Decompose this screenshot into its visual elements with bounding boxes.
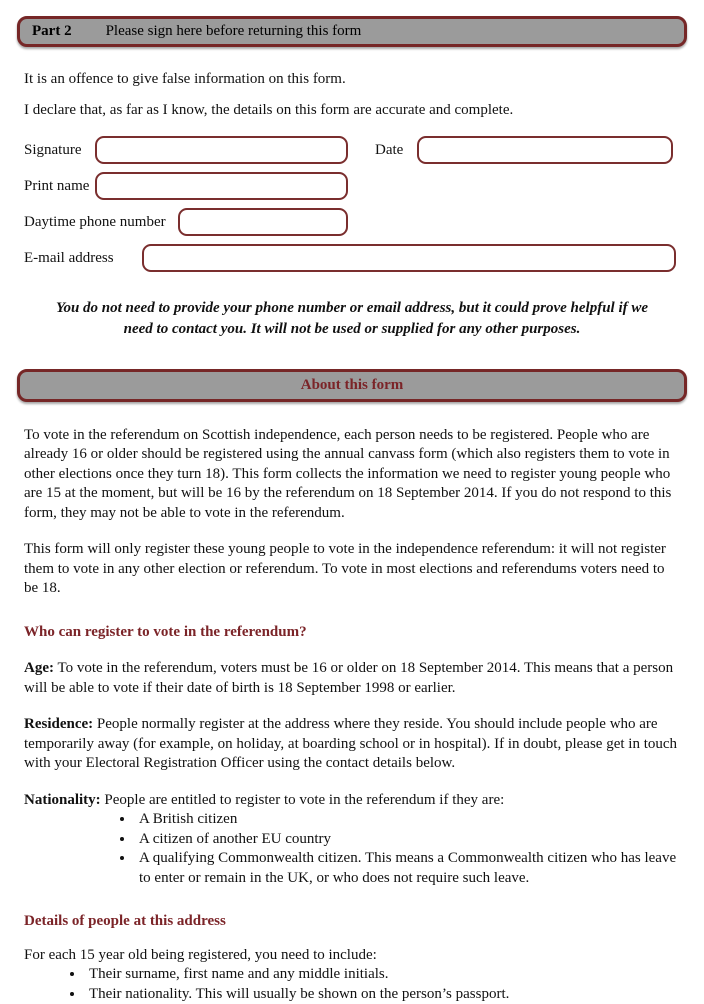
- about-section: [24, 426, 680, 1004]
- nationality-bullet-list: [24, 810, 680, 888]
- email-row: [24, 244, 680, 272]
- phone-input[interactable]: [178, 208, 348, 236]
- who-can-register-heading: Who can register to vote in the referendum?: [24, 623, 307, 640]
- list-item: • A British citizen: [135, 810, 680, 830]
- list-item: • A qualifying Commonwealth citizen. This means a Commonwealth citizen who has leave to enter or remain in the UK, or who does not require such leave.: [135, 849, 680, 888]
- about-title: About this form: [300, 376, 404, 393]
- nationality-text: People are entitled to register to vote in the referendum if they are:: [100, 791, 505, 808]
- phone-row: [24, 208, 680, 236]
- signature-label: Signature: [24, 141, 82, 158]
- residence-text: People normally register at the address where they reside. You should include people who are temporarily away (for example, on holiday, at boarding school or in hospital). If in doubt, please get in touch with your Electoral Registration Officer using the contact details below.: [24, 716, 678, 772]
- residence-lead: Residence:: [24, 716, 94, 733]
- part2-label: Part 2: [32, 23, 72, 39]
- signature-date-row: [24, 136, 680, 164]
- part2-header-bar: [17, 16, 687, 47]
- offence-statement: It is an offence to give false information on this form.: [24, 71, 346, 87]
- nationality-paragraph: [24, 791, 680, 811]
- signature-section: [24, 71, 680, 341]
- details-intro: For each 15 year old being registered, you need to include:: [24, 946, 377, 963]
- details-bullet-list: [24, 965, 680, 1004]
- nationality-lead: Nationality:: [24, 791, 101, 808]
- print-name-label: Print name: [24, 177, 90, 194]
- part2-title: Please sign here before returning this form: [105, 23, 362, 39]
- about-paragraph-1: To vote in the referendum on Scottish independence, each person needs to be registered. People who are already 16 or older should be registered using the annual canvass form (which also registers them to vote in other elections once they turn 18). This form collects the information we need to register young people who are 15 at the moment, but will be 16 by the referendum on 18 September 2014. If you do not respond to this form, they may not be able to vote in the referendum.: [24, 426, 672, 521]
- list-item: • Their nationality. This will usually be shown on the person’s passport.: [85, 985, 680, 1004]
- list-item: • Their surname, first name and any middle initials.: [85, 965, 680, 985]
- privacy-note: You do not need to provide your phone number or email address, but it could prove helpful if we need to contact you. It will not be used or supplied for any other purposes.: [55, 300, 649, 338]
- residence-paragraph: [24, 715, 680, 774]
- age-lead: Age:: [24, 660, 54, 677]
- about-paragraph-2: This form will only register these young people to vote in the independence referendum: it will not register them to vote in any other election or referendum. To vote in most elections and referendums voters need to be 18.: [24, 541, 666, 597]
- email-input[interactable]: [142, 244, 676, 272]
- declaration-statement: I declare that, as far as I know, the details on this form are accurate and complete.: [24, 102, 514, 118]
- list-item: • A citizen of another EU country: [135, 830, 680, 850]
- signature-form: [24, 136, 680, 272]
- email-label: E-mail address: [24, 249, 114, 266]
- date-input[interactable]: [417, 136, 673, 164]
- details-heading: Details of people at this address: [24, 913, 226, 930]
- phone-label: Daytime phone number: [24, 213, 166, 230]
- signature-input[interactable]: [95, 136, 348, 164]
- print-name-row: [24, 172, 680, 200]
- age-text: To vote in the referendum, voters must be 16 or older on 18 September 2014. This means that a person will be able to vote if their date of birth is 18 September 1998 or earlier.: [24, 660, 674, 696]
- print-name-input[interactable]: [95, 172, 348, 200]
- age-paragraph: [24, 659, 680, 698]
- about-header-bar: [17, 369, 687, 402]
- date-label: Date: [375, 141, 404, 158]
